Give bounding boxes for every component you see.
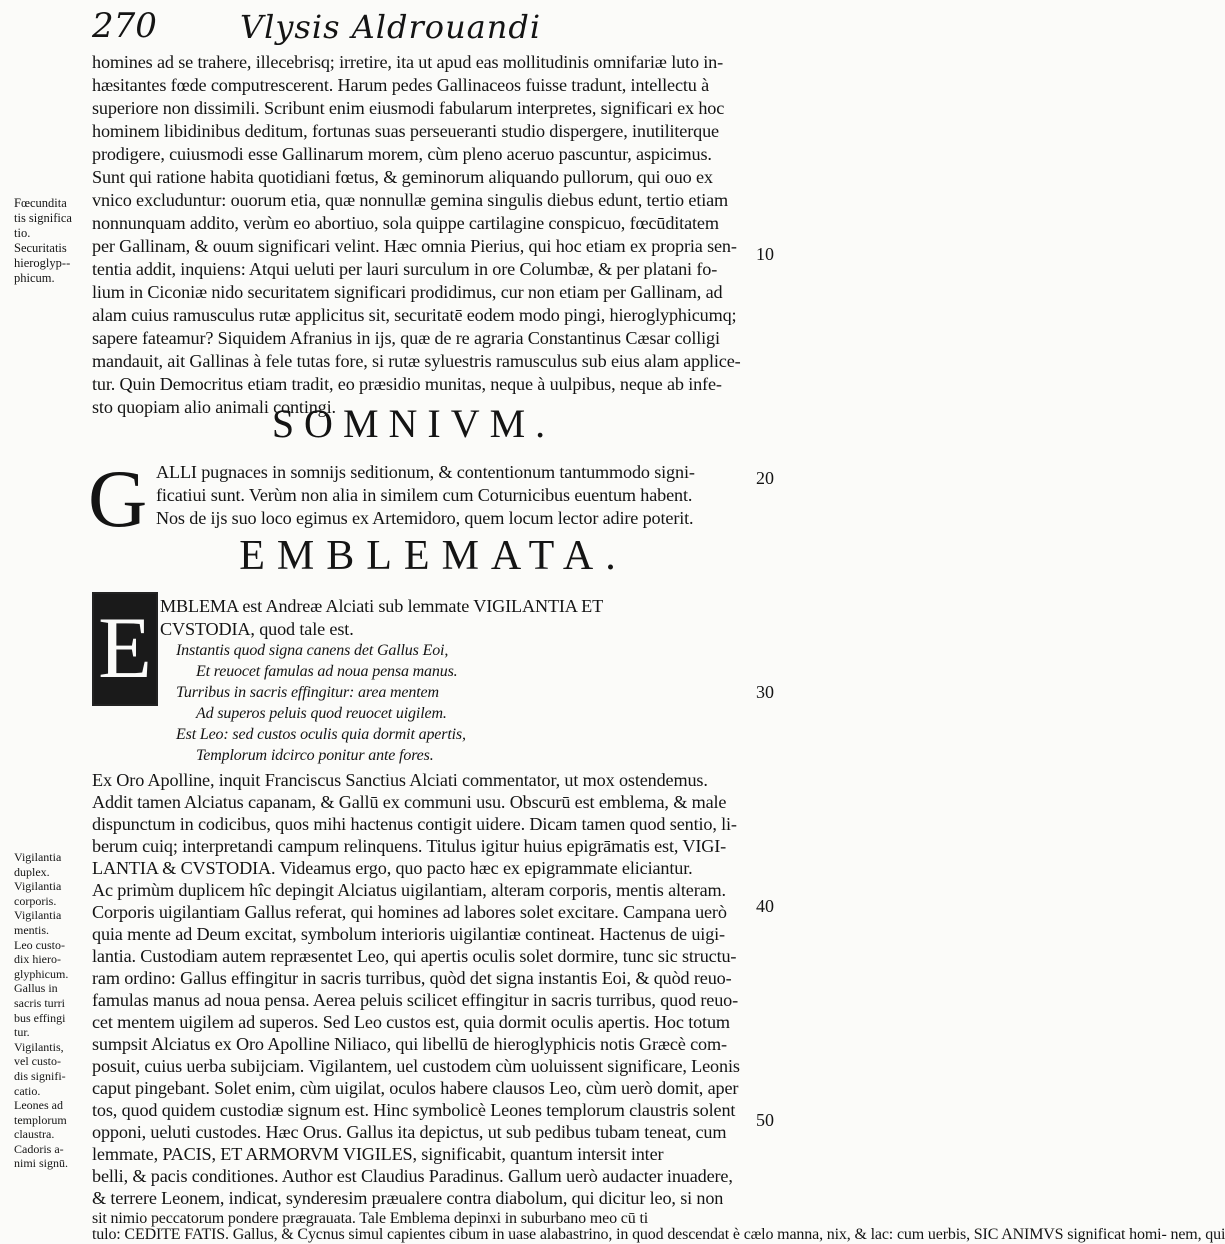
margin-note-line: dix hiero- — [14, 952, 61, 967]
margin-note-line: Vigilantis, — [14, 1039, 64, 1054]
text-line: quia mente ad Deum excitat, symbolum interioris uigilantiæ contineat. Hactenus de uigi- — [92, 924, 725, 944]
margin-note-fecunditas — [14, 196, 96, 286]
margin-note-line: claustra. — [14, 1127, 55, 1142]
line-number: 10 — [756, 244, 774, 264]
page-header — [92, 6, 732, 46]
text-line: sto quopiam alio animali contingi. — [92, 397, 336, 417]
margin-note-line: hieroglyp-- — [14, 256, 71, 270]
text-line: sapere fateamur? Siquidem Afranius in ijs, quæ de re agraria Constantinus Cæsar colligi — [92, 328, 720, 348]
text-line: dispunctum in codicibus, quos mihi hactenus contigit uidere. Dicam tamen quod sentio, li- — [92, 814, 737, 834]
text-line: sumpsit Alciatus ex Oro Apolline Niliaco, qui libellū de hieroglyphicis notis Græcè com- — [92, 1034, 727, 1054]
margin-note-line: Cadoris a- — [14, 1141, 64, 1156]
text-line: hæsitantes fœde computrescerent. Harum pedes Gallinaceos fuisse tradunt, intellectu à — [92, 75, 710, 95]
margin-note-line: Gallus in — [14, 981, 58, 996]
margin-note-line: Leo custo- — [14, 937, 65, 952]
text-line: berum cuiq; interpretandi campum relinquens. Titulus igitur huius epigrāmatis est, VIGI- — [92, 836, 727, 856]
text-line: & terrere Leonem, indicat, synderesim præualere contra diabolum, qui dicitur leo, si non — [92, 1188, 724, 1208]
text-line: caput pingebant. Solet enim, cùm uigilat, oculos habere clausos Leo, cùm uerò domit, aper — [92, 1078, 739, 1098]
text-line: per Gallinam, & ouum significari velint. Hæc omnia Pierius, qui hoc etiam ex propria sen- — [92, 236, 737, 256]
text-line: superiore non dissimili. Scribunt enim eiusmodi fabularum interpretes, significari ex hoc — [92, 98, 725, 118]
line-number: 50 — [756, 1110, 774, 1130]
text-line: tos, quod quidem custodiæ signum est. Hinc symbolicè Leones templorum claustris solent — [92, 1100, 736, 1120]
text-line: tur. Quin Democritus etiam tradit, eo præsidio munitas, neque à uulpibus, neque ab infe- — [92, 374, 722, 394]
text-line: Ex Oro Apolline, inquit Franciscus Sanctius Alciati commentator, ut mox ostendemus. — [92, 770, 708, 790]
section-heading-somnium: SOMNIVM. — [271, 401, 556, 446]
verse-line: Ad superos peluis quod reuocet uigilem. — [196, 705, 447, 722]
text-line: lium in Ciconiæ nido securitatem significari prodidimus, cur non etiam per Gallinam, ad — [92, 282, 723, 302]
margin-note-line: sacris turri — [14, 995, 65, 1010]
text-line: prodigere, cuiusmodi esse Gallinarum morem, cùm pleno aceruo pascuntur, aspicimus. — [92, 144, 712, 164]
dropcap-g: G — [88, 453, 148, 544]
text-line: MBLEMA est Andreæ Alciati sub lemmate VIGILANTIA ET — [160, 596, 604, 616]
verse-line: Et reuocet famulas ad noua pensa manus. — [196, 663, 458, 680]
text-line: homines ad se trahere, illecebrisq; irretire, ita ut apud eas mollitudinis omnifariæ luto in- — [92, 52, 724, 72]
margin-note-line: Securitatis — [14, 241, 67, 255]
text-line: opponi, ueluti custodes. Hæc Orus. Gallus ita depictus, ut sub pedibus tubam teneat, cum — [92, 1122, 727, 1142]
running-head: Vlysis Aldrouandi — [240, 8, 542, 46]
text-line: hominem libidinibus deditum, fortunas suas perseueranti studio dispergere, inutiliterque — [92, 121, 719, 141]
text-line: posuit, cuius uerba subijciam. Vigilantem, uel custodem cùm uoluissent significare, Leonis — [92, 1056, 740, 1076]
verse-line: Templorum idcirco ponitur ante fores. — [196, 747, 434, 764]
text-line: belli, & pacis conditiones. Author est Claudius Paradinus. Gallum uerò audacter inuadere, — [92, 1166, 733, 1186]
text-line: Corporis uigilantiam Gallus referat, qui homines ad labores solet excitare. Campana uerò — [92, 902, 727, 922]
margin-note-line: tio. — [14, 226, 31, 240]
verse-line: Instantis quod signa canens det Gallus Eoi, — [176, 642, 449, 659]
margin-note-line: Leones ad — [14, 1098, 63, 1113]
margin-note-line: templorum — [14, 1112, 67, 1127]
text-line: Ac primùm duplicem hîc depingit Alciatus uigilantiam, alteram corporis, mentis alteram. — [92, 880, 726, 900]
margin-note-line: Vigilantia — [14, 908, 62, 923]
text-line: tentia addit, inquiens: Atqui ueluti per lauri surculum in ore Columbæ, & per platani fo- — [92, 259, 718, 279]
margin-note-line: Vigilantia — [14, 850, 62, 864]
margin-note-line: vel custo- — [14, 1054, 61, 1069]
verse-line: Est Leo: sed custos oculis quia dormit apertis, — [176, 726, 466, 743]
margin-note-line: corporis. — [14, 893, 57, 908]
margin-note-line: nimi signū. — [14, 1156, 69, 1171]
margin-note-line: phicum. — [14, 271, 55, 285]
margin-note-line: Fœcundita — [14, 196, 67, 210]
text-line: nonnunquam addito, verùm eo abortiuo, sola quippe cartilagine conspicuo, fœcūditatem — [92, 213, 719, 233]
text-line: lemmate, PACIS, ET ARMORVM VIGILES, significabit, quantum intersit inter — [92, 1144, 664, 1164]
text-line: mandauit, ait Gallinas à fele tutas fore, si rutæ syluestris ramusculus sub eius alam applice- — [92, 351, 741, 371]
margin-note-line: bus effingi — [14, 1010, 66, 1025]
text-line: tulo: CEDITE FATIS. Gallus, & Cycnus simul capientes cibum in uase alabastrino, in quod descendat è cælo manna, nix, & lac: cum uerbis, SIC ANIMVS significat homi- nem, qui — [92, 1226, 1225, 1243]
margin-note-line: glyphicum. — [14, 966, 69, 981]
line-number: 20 — [756, 468, 774, 488]
line-number: 30 — [756, 682, 774, 702]
margin-note-line: mentis. — [14, 922, 49, 937]
dropcap-e: E — [98, 600, 152, 697]
margin-note-line: duplex. — [14, 864, 50, 879]
margin-note-line: tis significa — [14, 211, 72, 225]
section-heading-emblemata: EMBLEMATA. — [239, 533, 628, 579]
text-line: CVSTODIA, quod tale est. — [160, 619, 354, 639]
text-line: ficatiui sunt. Verùm non alia in similem cum Coturnicibus euentum habent. — [156, 485, 693, 505]
margin-note-line: Vigilantia — [14, 879, 62, 894]
text-line: vnico excluduntur: ouorum etia, quæ nonnullæ gemina singulis diebus edunt, tertio etiam — [92, 190, 729, 210]
margin-note-line: catio. — [14, 1083, 41, 1098]
text-line: cet mentem uigilem ad superos. Sed Leo custos est, quia dormit oculis apertis. Hoc totum — [92, 1012, 730, 1032]
text-line: LANTIA & CVSTODIA. Videamus ergo, quo pacto hæc ex epigrammate eliciantur. — [92, 858, 693, 878]
text-line: ALLI pugnaces in somnijs seditionum, & contentionum tantummodo signi- — [156, 462, 695, 482]
text-line: Addit tamen Alciatus capanam, & Gallū ex communi usu. Obscurū est emblema, & male — [92, 792, 727, 812]
verse-line: Turribus in sacris effingitur: area mentem — [176, 684, 439, 701]
text-line: Nos de ijs suo loco egimus ex Artemidoro, quem locum lector adire poterit. — [156, 508, 694, 528]
page-number: 270 — [92, 6, 157, 46]
line-number: 40 — [756, 896, 774, 916]
text-line: ram ordino: Gallus effingitur in sacris turribus, quòd det signa instantis Eoi, & quòd reuo- — [92, 968, 732, 988]
text-line: Sunt qui ratione habita quotidiani fœtus, & geminorum aliquando pullorum, qui ouo ex — [92, 167, 713, 187]
text-line: lantia. Custodiam autem repræsentet Leo, qui apertis oculis solet dormire, tunc sic structu- — [92, 946, 737, 966]
margin-note-line: tur. — [14, 1025, 30, 1040]
decorated-initial — [92, 592, 158, 706]
margin-notes-vigilantia — [14, 850, 96, 1171]
text-line: famulas manus ad noua pensa. Aerea peluis scilicet effingitur in sacris turribus, quod reuo- — [92, 990, 738, 1010]
text-line: sit nimio peccatorum pondere prægrauata. Tale Emblema depinxi in suburbano meo cū ti — [92, 1210, 649, 1227]
text-line: alam cuius ramusculus rutæ applicitus sit, securitatē eodem modo pingi, hieroglyphicumq; — [92, 305, 737, 325]
margin-note-line: dis signifi- — [14, 1068, 66, 1083]
